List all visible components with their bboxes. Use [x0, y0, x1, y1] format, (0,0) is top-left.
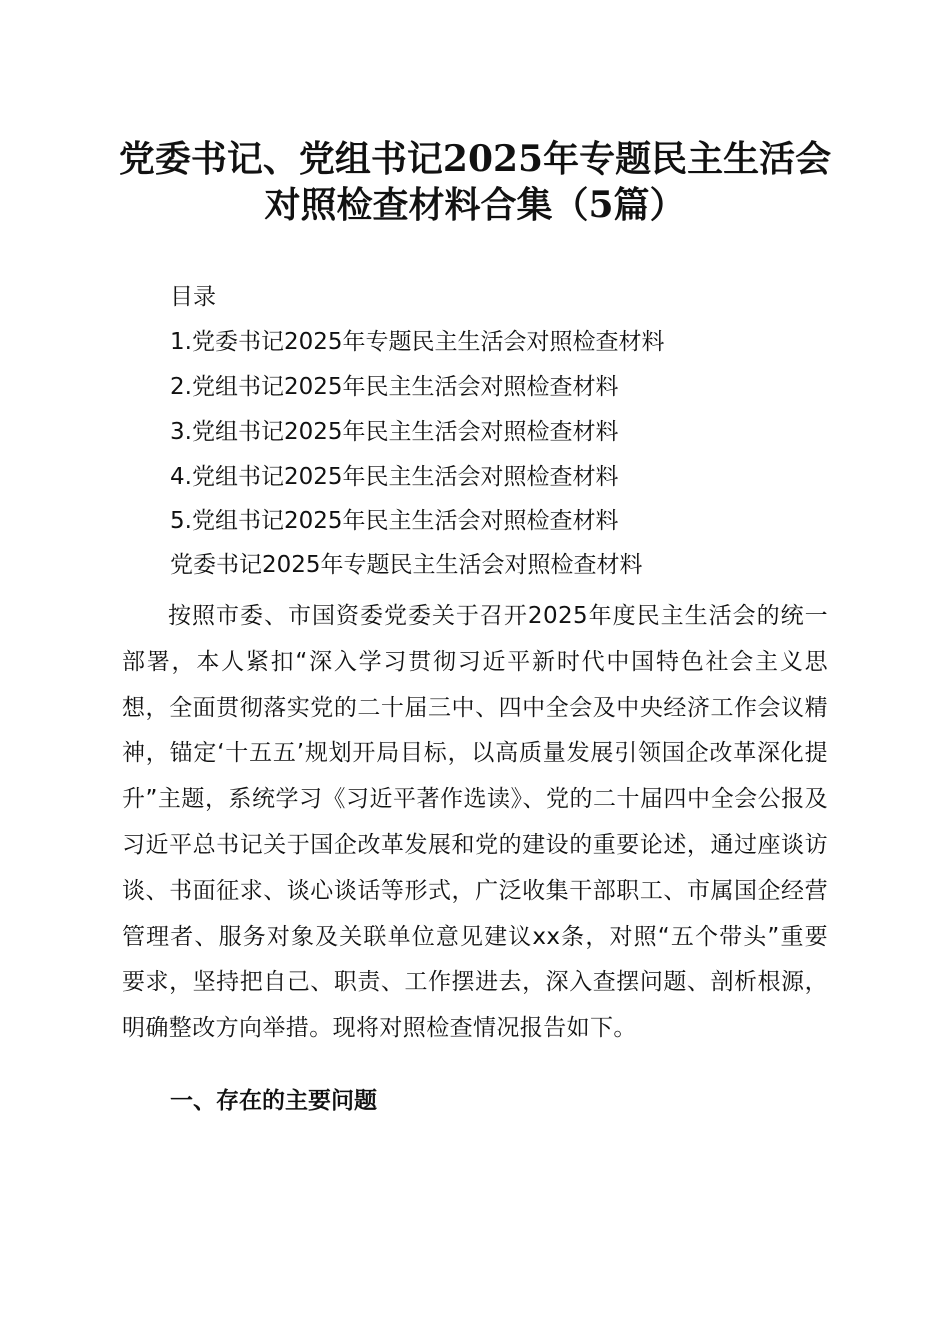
document-title-line-1: 党委书记、党组书记2025年专题民主生活会	[118, 138, 832, 180]
toc-heading: 目录	[170, 284, 216, 310]
document-title-line-2: 对照检查材料合集（5篇）	[264, 184, 686, 226]
toc-item: 4.党组书记2025年民主生活会对照检查材料	[170, 464, 619, 490]
intro-paragraph: 按照市委、市国资委党委关于召开2025年度民主生活会的统一部署，本人紧扣“深入学习贯彻习近平新时代中国特色社会主义思想，全面贯彻落实党的二十届三中、四中全会及中央经济工作会议精神，锚定‘十五五’规划开局目标，以高质量发展引领国企改革深化提升”主题，系统学习《习近平著作选读》、党的二十届四中全会公报及习近平总书记关于国企改革发展和党的建设的重要论述，通过座谈访谈、书面征求、谈心谈话等形式，广泛收集干部职工、市属国企经营管理者、服务对象及关联单位意见建议xx条，对照“五个带头”重要要求，坚持把自己、职责、工作摆进去，深入查摆问题、剖析根源，明确整改方向举措。现将对照检查情况报告如下。	[122, 603, 828, 1042]
toc-item: 3.党组书记2025年民主生活会对照检查材料	[170, 419, 619, 445]
section-title: 党委书记2025年专题民主生活会对照检查材料	[170, 552, 643, 578]
toc-item: 2.党组书记2025年民主生活会对照检查材料	[170, 374, 619, 400]
subheading-main-problems: 一、存在的主要问题	[170, 1088, 377, 1114]
toc-item: 5.党组书记2025年民主生活会对照检查材料	[170, 508, 619, 534]
toc-item: 1.党委书记2025年专题民主生活会对照检查材料	[170, 329, 665, 355]
